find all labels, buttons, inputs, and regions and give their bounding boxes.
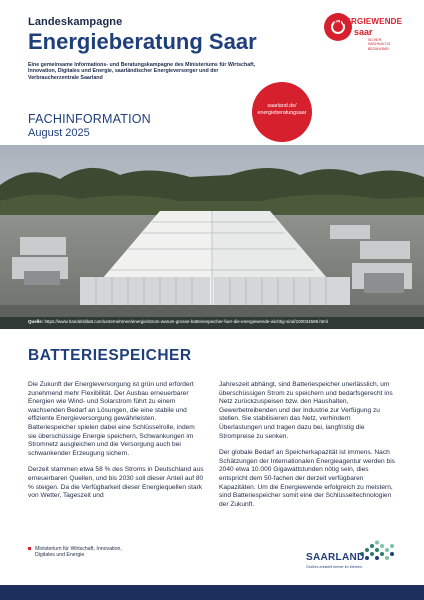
battery-storage-photo xyxy=(0,145,424,317)
battery-storage-illustration xyxy=(0,145,424,317)
campaign-kicker: Landeskampagne xyxy=(28,16,123,28)
website-badge[interactable] xyxy=(252,82,312,142)
paragraph: Derzeit stammen etwa 58 % des Stroms in Deutschland aus erneuerbaren Quellen, und bis 2030 soll dieser Anteil auf 80 % steigen. Da die Verfügbarkeit dieser Energiequellen stark von Wetter, Tageszeit und xyxy=(28,466,204,500)
source-url[interactable]: https://www.handelsblatt.com/unternehmen/energie/strom-warum-grosse-batteriespeicher-fuer-die-energiewende-wichtig-sind/100034589.html xyxy=(44,319,328,324)
logo-tagline: SICHER. NACHHALTIG. BEZAHLBAR. xyxy=(368,38,392,51)
source-label: Quelle: xyxy=(28,319,44,324)
article-title: BATTERIESPEICHER xyxy=(28,347,192,364)
header xyxy=(28,16,268,81)
website-line-1: saarland.de/ xyxy=(267,103,297,109)
energiewende-logo xyxy=(324,13,403,73)
logo-word: ENERGIEWENDE xyxy=(334,17,403,26)
ministry-flag-icon xyxy=(28,547,31,550)
saarland-logo xyxy=(306,540,402,570)
paragraph: Die Zukunft der Energieversorgung ist grün und erfordert zunehmend mehr Flexibilität. Der Ausbau erneuerbarer Energien wie Wind- und Solarstrom führt zu einem wachsenden Bedarf an Lösungen, die eine stabile und effiziente Energieversorgung gewährleisten. Batteriespeicher spielen dabei eine Schlüsselrolle, indem sie überschüssige Energie speichern, Schwankungen im Stromnetz ausgleichen und die Versorgung auch bei schwankender Erzeugung sichern. xyxy=(28,381,195,457)
article-column-left xyxy=(28,381,204,509)
paragraph: Jahreszeit abhängt, sind Batteriespeicher unerlässlich, um überschüssigen Strom zu speichern und bedarfsgerecht ins Netz zurückzuspeisen bzw. den Haushalten, Gewerbetreibenden und der Industrie zur Verfügung zu stellen. Sie stabilisieren das Netz, verhindern Überlastungen und tragen dazu bei, langfristig die Strompreise zu senken. xyxy=(219,381,393,440)
category-label: FACHINFORMATION xyxy=(28,112,151,126)
website-line-2: energieberatungsaar xyxy=(257,109,307,116)
state-name: SAARLAND xyxy=(306,552,365,563)
intro-text: Eine gemeinsame Informations- und Beratungskampagne des Ministeriums für Wirtschaft, Innovation, Digitales und Energie, saarländischer Energieversorger und der Verbraucherzentrale Saarland xyxy=(28,62,256,81)
logo-saar: saar xyxy=(354,27,373,37)
page-title: Energieberatung Saar xyxy=(28,29,257,54)
paragraph: Der globale Bedarf an Speicherkapazität ist immens. Nach Schätzungen der Internationalen Energieagentur werden bis 2040 etwa 10.000 Gigawattstunden nötig sein, dies entspricht dem 50-fachen der derzeit verfügbaren Kapazitäten. Um die Energiewende erfolgreich zu meistern, sind Batteriespeicher somit eine der Schlüsseltechnologien der Zukunft. xyxy=(219,449,395,508)
state-slogan: Großes entsteht immer im Kleinen. xyxy=(306,565,363,569)
ministry-name: Ministerium für Wirtschaft, Innovation, Digitales und Energie xyxy=(35,546,122,559)
article-column-right xyxy=(219,381,395,517)
category-block xyxy=(28,112,151,139)
footer-bar xyxy=(0,585,424,600)
publication-date: August 2025 xyxy=(28,127,90,139)
photo-source xyxy=(28,319,418,324)
